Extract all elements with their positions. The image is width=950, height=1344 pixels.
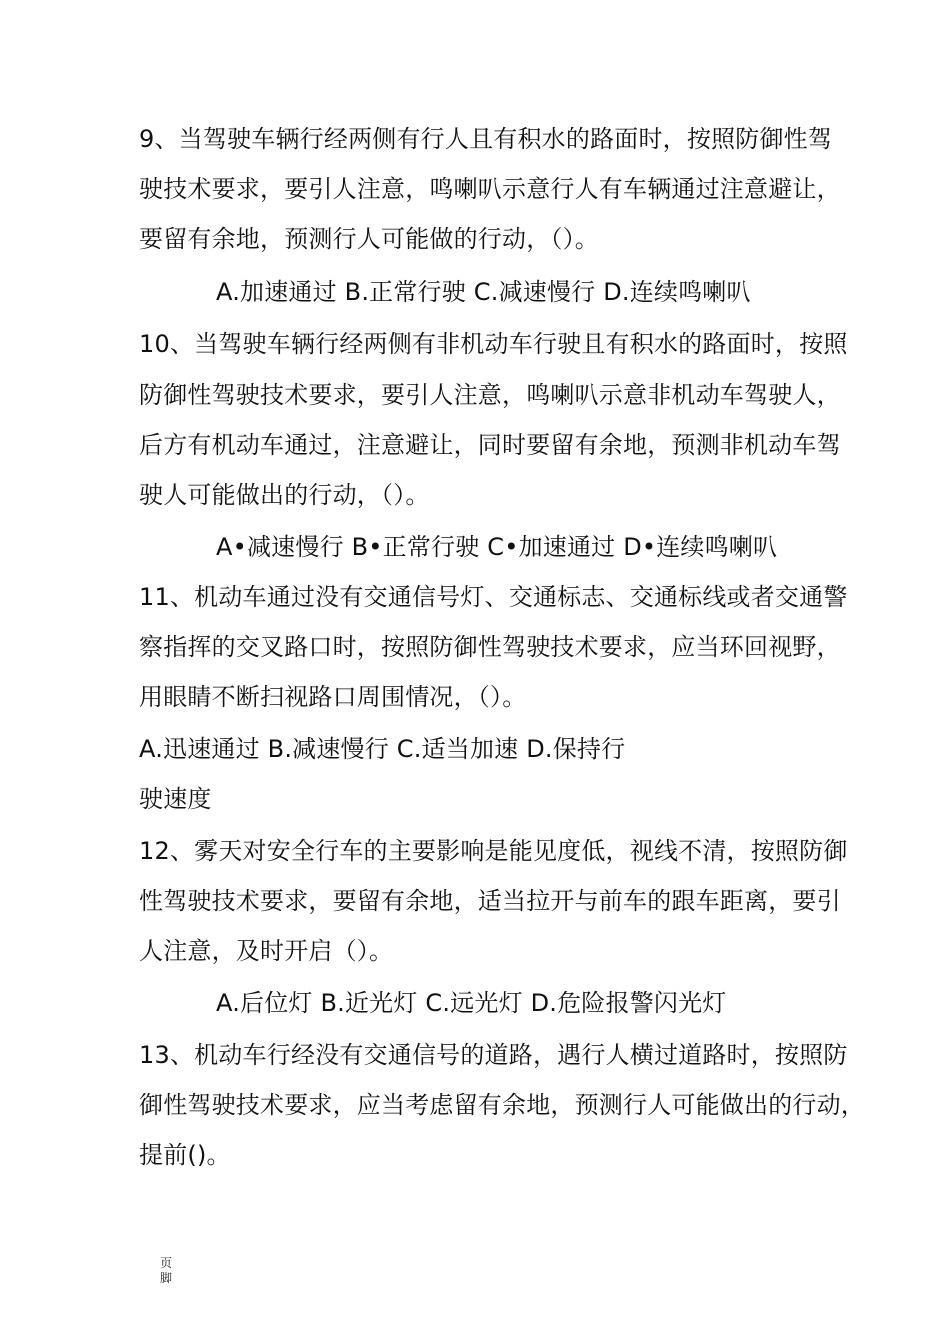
question-9-line-3: 要留有余地，预测行人可能做的行动，（）。 — [139, 225, 599, 253]
question-10-line-3: 后方有机动车通过，注意避让，同时要留有余地，预测非机动车驾 — [139, 431, 841, 459]
question-11-options: A.迅速通过 B.减速慢行 C.适当加速 D.保持行 — [139, 735, 626, 763]
question-12-line-3: 人注意，及时开启（）。 — [139, 937, 394, 965]
question-11-line-2: 察指挥的交叉路口时，按照防御性驾驶技术要求，应当环回视野， — [139, 633, 841, 661]
question-12-line-1: 12、雾天对安全行车的主要影响是能见度低，视线不清，按照防御 — [139, 837, 848, 865]
question-10-line-4: 驶人可能做出的行动，（）。 — [139, 481, 430, 509]
question-11-line-1: 11、机动车通过没有交通信号灯、交通标志、交通标线或者交通警 — [139, 583, 848, 611]
question-9-line-1: 9、当驾驶车辆行经两侧有行人且有积水的路面时，按照防御性驾 — [139, 125, 833, 153]
question-13-line-3: 提前()。 — [139, 1141, 231, 1169]
question-12-options: A.后位灯 B.近光灯 C.远光灯 D.危险报警闪光灯 — [216, 989, 727, 1017]
footer-char-2: 脚 — [160, 1271, 173, 1285]
question-10-options: A•减速慢行 B•正常行驶 C•加速通过 D•连续鸣喇叭 — [216, 533, 778, 561]
question-9-line-2: 驶技术要求，要引人注意，鸣喇叭示意行人有车辆通过注意避让， — [139, 175, 841, 203]
question-12-line-2: 性驾驶技术要求，要留有余地，适当拉开与前车的跟车距离，要引 — [139, 887, 841, 915]
question-11-options-continued: 驶速度 — [139, 785, 212, 813]
question-10-line-1: 10、当驾驶车辆行经两侧有非机动车行驶且有积水的路面时，按照 — [139, 330, 848, 358]
question-13-line-1: 13、机动车行经没有交通信号的道路，遇行人横过道路时，按照防 — [139, 1041, 848, 1069]
question-10-line-2: 防御性驾驶技术要求，要引人注意，鸣喇叭示意非机动车驾驶人， — [139, 381, 841, 409]
question-13-line-2: 御性驾驶技术要求，应当考虑留有余地，预测行人可能做出的行动， — [139, 1091, 865, 1119]
question-9-options: A.加速通过 B.正常行驶 C.减速慢行 D.连续鸣喇叭 — [216, 278, 751, 306]
footer-char-1: 页 — [160, 1256, 173, 1270]
question-11-line-3: 用眼睛不断扫视路口周围情况，（）。 — [139, 683, 527, 711]
